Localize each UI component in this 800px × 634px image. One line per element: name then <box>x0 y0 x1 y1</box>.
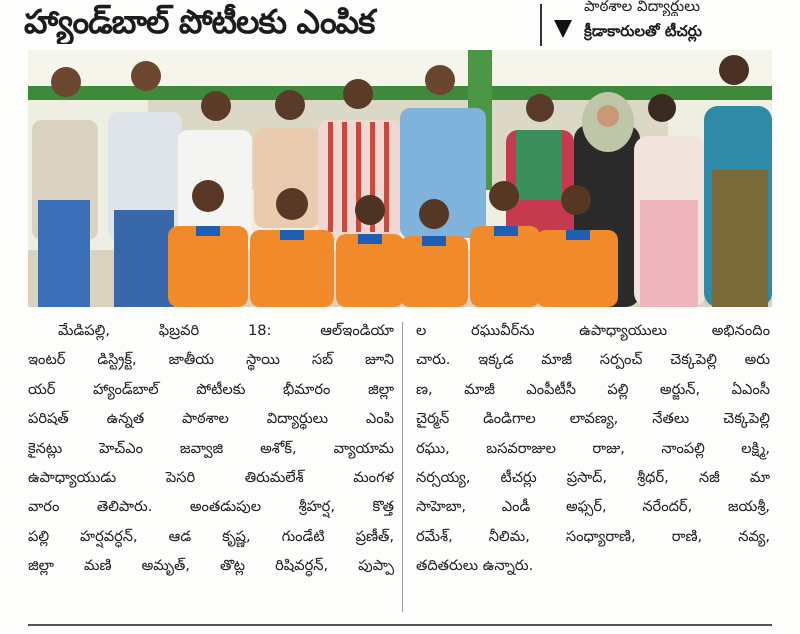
group-photo <box>28 50 772 307</box>
header-divider <box>540 4 542 46</box>
article-line: చారు. ఇక్కడ మాజీ సర్పంచ్ చెక్కపెల్లి అరు <box>416 351 770 369</box>
article-line: తదితరులు ఉన్నారు. <box>416 557 534 575</box>
article-line: పల్లి హర్షవర్ధన్, ఆడ కృష్ణ, గుండేటి ప్రణీత్, <box>28 527 394 545</box>
article-line: ల రఘువీర్‌ను ఉపాధ్యాయులు అభినందిం <box>416 322 770 339</box>
article-line: ఇంటర్ డిస్ట్రిక్ట్, జాతీయ స్థాయి సబ్ జూని <box>28 351 394 369</box>
column-divider <box>402 322 403 612</box>
article-line: రఘు, బసవరాజుల రాజు, నాంపల్లి లక్ష్మి, <box>416 439 770 457</box>
article-column-right <box>416 316 770 581</box>
article-line: నర్సయ్య, టీచర్లు ప్రసాద్, శ్రీధర్, నజీ మా <box>416 468 770 486</box>
article-line: వారం తెలిపారు. అంతడుపుల శ్రీహర్ష, కొత్త <box>28 498 394 516</box>
article-line: చైర్మన్ డిండిగాల లావణ్య, నేతలు చెక్కపెల్లి <box>416 410 770 428</box>
article-line: రమేశ్, నీలిమ, సంధ్యారాణి, రాణి, నవ్య, <box>416 527 770 545</box>
article-line: యర్ హ్యాండ్‌బాల్ పోటీలకు భీమారం జిల్లా <box>28 380 394 398</box>
article-line: ణ, మాజీ ఎంపీటీసీ పల్లి అర్జున్, ఏఎంసీ <box>416 380 770 398</box>
article-column-left <box>28 316 394 581</box>
article-line: కైనట్లు హెచ్‌ఎం జవ్వాజి అశోక్, వ్యాయామ <box>28 439 394 457</box>
article-line: సాహెబా, ఎండీ అఫ్సర్, నరేందర్, జయశ్రీ, <box>416 498 770 516</box>
article-line: ఉపాధ్యాయుడు పెసరి తిరుమలేశ్ మంగళ <box>28 468 394 486</box>
bottom-rule <box>28 624 772 626</box>
article-line: పరిషత్ ఉన్నత పాఠశాల విద్యార్థులు ఎంపి <box>28 410 394 428</box>
headline: హ్యాండ్‌బాల్ పోటీలకు ఎంపిక <box>24 2 375 41</box>
article-line: జిల్లా మణి అమృత్, తొట్ల రిషివర్ధన్, పుప్పా <box>28 557 394 575</box>
side-caption-line2: క్రీడాకారులతో టీచర్లు <box>584 22 702 40</box>
article-line: మేడిపల్లి, ఫిబ్రవరి 18: ఆల్‌ఇండియా <box>58 322 394 339</box>
side-caption-line1: పాఠశాల విద్యార్థులు <box>584 0 701 15</box>
caption-arrow-icon <box>554 20 572 38</box>
